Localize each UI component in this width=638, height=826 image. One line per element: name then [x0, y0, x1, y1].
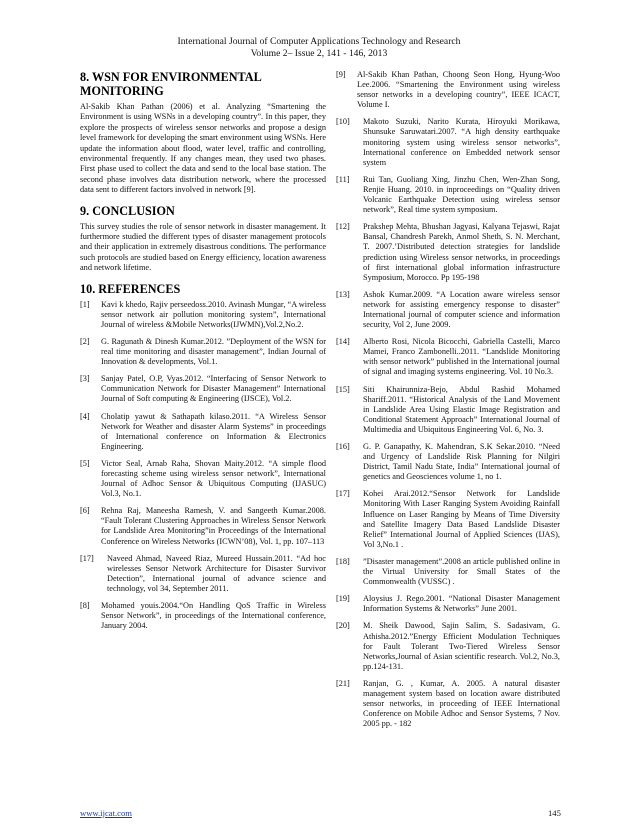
reference-item: [336, 594, 560, 614]
reference-number: [12]: [336, 222, 350, 232]
reference-text: Prakshep Mehta, Bhushan Jagyasi, Kalyana Tejaswi, Rajat Bansal, Chandresh Parekh, Anmol Sheth, S. N. Merchant, T. 2007.’Distributed detection strategies for landslide prediction using Wireless sensor networks, in proceedings of first international global information infrastructure Symposium, Morocco. Pp 195-198: [363, 222, 560, 282]
reference-item: [336, 621, 560, 671]
reference-number: [11]: [336, 174, 350, 184]
reference-item: [80, 601, 326, 631]
reference-number: [14]: [336, 337, 350, 347]
reference-number: [9]: [336, 70, 346, 79]
reference-text: Naveed Ahmad, Naveed Riaz, Mureed Hussain.2011. “Ad hoc wirelesses Sensor Network Architecture for Disaster Survivor Detection”, International journal of advance science and technology, vol 34, September 2011.: [107, 553, 326, 593]
reference-text: Kavi k khedo, Rajiv perseedoss.2010. Avinash Mungar, “A wireless sensor network air pollution monitoring system”, International Journal of wireless &Mobile Networks(IJWMN),Vol.2,No.2.: [101, 299, 326, 329]
reference-number: [17]: [336, 489, 350, 499]
references-list-left: [80, 300, 326, 632]
reference-number: [15]: [336, 384, 350, 394]
reference-text: Kohei Arai.2012.“Sensor Network for Landslide Monitoring With Laser Ranging System Avoiding Rainfall Influence on Laser Ranging by Means of Time Diversity and Satellite Imagery Data Based Landslide Disaster Relief” International Journal of Applied Sciences (IJAS), Vol 3,No.1 .: [363, 489, 560, 549]
reference-item: [336, 442, 560, 482]
reference-item: [80, 337, 326, 367]
reference-text: Aloysius J. Rego.2001. “National Disaster Management Information Systems & Networks” June 2001.: [363, 594, 560, 614]
section-9-heading: 9. CONCLUSION: [80, 203, 175, 218]
reference-text: Rui Tan, Guoliang Xing, Jinzhu Chen, Wen-Zhan Song, Renjie Huang. 2010. in inproceedings on “Quality driven Volcanic Earthquake Detection using wireless sensor network”, Real time system symposium.: [363, 174, 560, 215]
reference-number: [16]: [336, 442, 350, 451]
reference-item: [80, 506, 326, 546]
journal-website-link[interactable]: www.ijcat.com: [80, 808, 132, 818]
reference-item: [80, 300, 326, 330]
reference-text: Ashok Kumar.2009. “A Location aware wireless sensor network for assisting emergency response to disaster” International journal of computer science and information security, Vol 2, June 2009.: [363, 289, 560, 330]
reference-item: [336, 679, 560, 729]
section-8-body: Al-Sakib Khan Pathan (2006) et al. Analyzing “Smartening the Environment is using WSNs in a developing country”. In this paper, they explore the prospects of wireless sensor networks and propose a design level framework for developing the smart environment using WSNs. Here update the information about flood, water level, traffic and controlling, environmental frequently. If any changes mean, they used two phases. First phase used to collect the data and send to the local base station. The second phase involves data distribution network, where the processed data sent to different factors involved in network [9].: [80, 102, 326, 195]
reference-number: [17]: [80, 553, 94, 563]
page-number: 145: [548, 808, 561, 818]
journal-title: International Journal of Computer Applications Technology and Research: [177, 36, 461, 47]
reference-item: [336, 337, 560, 377]
reference-item: [336, 489, 560, 550]
section-10-heading: 10. REFERENCES: [80, 281, 181, 296]
reference-number: [21]: [336, 678, 350, 688]
reference-text: Victor Seal, Arnab Raha, Shovan Maity.2012. “A simple flood forecasting scheme using wireless sensor network”, International Journal of Adhoc Sensor & Ubiquitous Computing (IJASUC) Vol.3, No.1.: [101, 458, 326, 499]
reference-item: [336, 117, 560, 167]
reference-number: [1]: [80, 299, 90, 309]
reference-item: [336, 175, 560, 215]
reference-text: Siti Khairunniza-Bejo, Abdul Rashid Mohamed Shariff.2011. “Historical Analysis of the Land Movement in Landslide Area Using Elastic Image Registration and Conditional Statement Approach” International Journal of Multimedia and Ubiquitous Engineering Vol. 6, No. 3.: [363, 384, 560, 434]
reference-number: [2]: [80, 336, 90, 346]
reference-number: [13]: [336, 289, 350, 299]
reference-text: Al-Sakib Khan Pathan, Choong Seon Hong, Hyung-Woo Lee.2006. “Smartening the Environment using wireless sensor networks in a developing country”, IEEE ICACT, Volume I.: [357, 70, 560, 110]
reference-item: [336, 290, 560, 330]
reference-item: [336, 222, 560, 283]
reference-text: Sanjay Patel, O.P, Vyas.2012. “Interfacing of Sensor Network to Communication Network for Disaster Management” International Journal of Soft computing & Engineering (IJSCE), Vol.2.: [101, 374, 326, 404]
reference-item: [336, 557, 560, 587]
reference-number: [6]: [80, 506, 90, 516]
reference-text: Rehna Raj, Maneesha Ramesh, V. and Sangeeth Kumar.2008. “Fault Tolerant Clustering Approaches in Wireless Sensor Network for Landslide Area Monitoring”in Proceedings of the International Conference on Wireless Networks (ICWN’08), Vol. 1, pp. 107–113: [101, 506, 326, 546]
reference-text: M. Sheik Dawood, Sajin Salim, S. Sadasivam, G. Athisha.2012.”Energy Efficient Modulation Techniques for Fault Tolerant Two-Tiered Wireless Sensor Networks,Journal of Asian scientific research. Vol.2, No.3, pp.124-131.: [363, 621, 560, 671]
reference-text: Makoto Suzuki, Narito Kurata, Hiroyuki Morikawa, Shunsuke Saruwatari.2007. “A high density earthquake monitoring system using wireless sensor networks”, International conference on Embedded network sensor system: [363, 117, 560, 167]
journal-volume: Volume 2– Issue 2, 141 - 146, 2013: [250, 48, 388, 59]
reference-text: Mohamed youis.2004.“On Handling QoS Traffic in Wireless Sensor Network”, in proceedings of the International conference, January 2004.: [101, 601, 326, 631]
reference-text: G. Ragunath & Dinesh Kumar.2012. ”Deployment of the WSN for real time monitoring and disaster management”, Indian Journal of Innovation & developments, Vol.1.: [101, 336, 326, 367]
reference-item: [336, 385, 560, 435]
reference-item: [80, 412, 326, 452]
references-list-right: [336, 70, 560, 729]
left-column: [80, 70, 326, 638]
reference-number: [19]: [336, 594, 350, 604]
right-column: [336, 70, 560, 736]
reference-text: Alberto Rosi, Nicola Bicocchi, Gabriella Castelli, Marco Mamei, Franco Zambonelli..2011. “Landslide Monitoring with sensor network” published in the International journal of signal and imaging systems engineering. Vol. 10 No.3.: [363, 337, 560, 377]
section-8-heading: 8. WSN FOR ENVIRONMENTAL MONITORING: [80, 70, 262, 98]
reference-number: [5]: [80, 458, 90, 468]
reference-item: [336, 70, 560, 110]
reference-number: [4]: [80, 411, 90, 421]
reference-item: [80, 459, 326, 499]
reference-number: [3]: [80, 374, 90, 384]
reference-text: Ranjan, G. , Kumar, A. 2005. A natural disaster management system based on location aware distributed sensor networks, in proceeding of IEEE International Conference on Mobile Adhoc and Sensor Systems, 7 Nov. 2005 pp. - 182: [363, 678, 560, 729]
reference-item: [80, 374, 326, 404]
journal-header: [0, 36, 638, 60]
reference-number: [8]: [80, 601, 90, 611]
reference-number: [18]: [336, 556, 350, 566]
reference-text: ”Disaster management”.2008 an article published online in the Virtual University for Small States of the Commonwealth (VUSSC) .: [363, 556, 560, 587]
reference-number: [10]: [336, 117, 350, 127]
reference-text: Cholatip yawut & Sathapath kilaso.2011. “A Wireless Sensor Network for Weather and disaster Alarm Systems” in proceedings of International conference on Information & Electronics Engineering.: [101, 411, 326, 451]
reference-number: [20]: [336, 621, 350, 631]
reference-text: G. P. Ganapathy, K. Mahendran, S.K Sekar.2010. “Need and Urgency of Landslide Risk Planning for Nilgiri District, Tamil Nadu State, India” International journal of genetics and Geosciences volume 1, no 1.: [363, 442, 560, 482]
section-9-body: This survey studies the role of sensor network in disaster management. It furthermore studied the different types of disaster management protocols and their application in extremely disastrous conditions. The performance such protocols are studied based on Energy efficiency, location awareness and network lifetime.: [80, 221, 326, 273]
reference-item: [80, 554, 326, 594]
